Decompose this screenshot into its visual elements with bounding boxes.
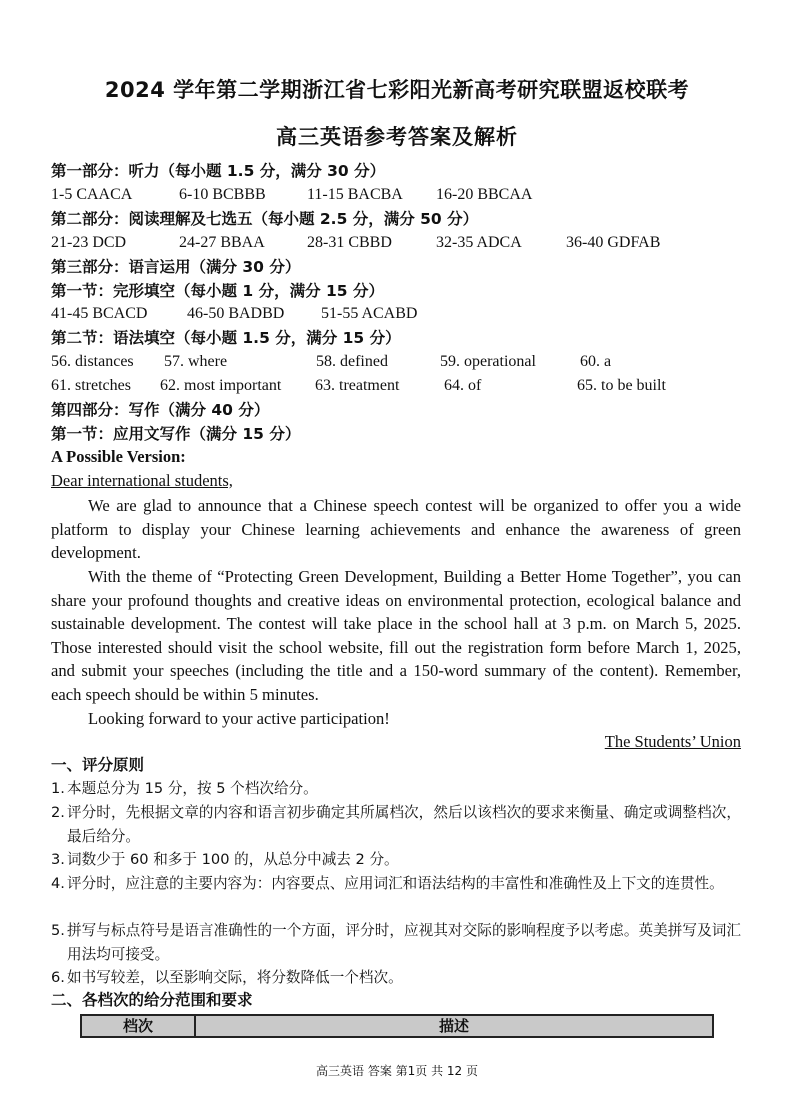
answer-group: 21-23 DCD <box>51 234 127 251</box>
exam-title: 2024 学年第二学期浙江省七彩阳光新高考研究联盟返校联考 <box>104 78 690 102</box>
version-label: A Possible Version: <box>51 447 186 466</box>
writing-heading: 第一节：应用文写作（满分 15 分） <box>51 425 301 443</box>
page-footer: 高三英语 答案 第1页 共 12 页 <box>316 1064 478 1078</box>
scoring-rule-2: 2. 评分时，先根据文章的内容和语言初步确定其所属档次，然后以该档次的要求来衡量、确定或调整档次，最后给分。 <box>51 804 741 845</box>
answer-group: 46-50 BADBD <box>187 305 285 322</box>
letter-paragraph-3: Looking forward to your active participation! <box>88 709 390 728</box>
grammar-answer: 56. distances <box>51 353 134 370</box>
grammar-answer: 60. a <box>580 353 612 370</box>
answer-group: 16-20 BBCAA <box>436 186 533 203</box>
answer-group: 36-40 GDFAB <box>566 234 661 251</box>
answer-group: 11-15 BACBA <box>307 186 403 203</box>
grammar-answer: 58. defined <box>316 353 388 370</box>
grammar-answer: 62. most important <box>160 377 282 394</box>
scoring-rule-1: 1. 本题总分为 15 分，按 5 个档次给分。 <box>51 780 318 797</box>
part2-heading: 第二部分：阅读理解及七选五（每小题 2.5 分，满分 50 分） <box>51 210 479 228</box>
letter-signature: The Students’ Union <box>604 732 741 751</box>
ranges-heading: 二、各档次的给分范围和要求 <box>51 991 253 1009</box>
cloze-heading: 第一节：完形填空（每小题 1 分，满分 15 分） <box>51 282 384 300</box>
table-header-description: 描述 <box>438 1017 469 1035</box>
answer-group: 1-5 CAACA <box>51 186 133 203</box>
letter-paragraph-2: With the theme of “Protecting Green Development, Building a Better Home Together”, you can share your profound thoughts and creative ideas on environmental protection, ecological balance and sustainable development. The contest will take place in the school hall at 3 p.m. on March 5, 2025. Those interested should visit the school website, fill out the registration form before March 1, 2025, and submit your speeches (including the title and a 150-word summary of the content). Remember, each speech should be within 5 minutes. <box>51 567 741 704</box>
grammar-answer: 61. stretches <box>51 377 131 394</box>
part4-heading: 第四部分：写作（满分 40 分） <box>51 401 270 419</box>
letter-salutation: Dear international students, <box>51 471 233 490</box>
answer-group: 41-45 BCACD <box>51 305 148 322</box>
answer-group: 28-31 CBBD <box>307 234 392 251</box>
grading-table-header <box>80 1014 714 1038</box>
part1-heading: 第一部分：听力（每小题 1.5 分，满分 30 分） <box>51 162 386 180</box>
letter-paragraph-1: We are glad to announce that a Chinese speech contest will be organized to offer you a wide platform to display your Chinese learning achievements and enhance the awareness of green development. <box>51 496 741 563</box>
exam-subtitle: 高三英语参考答案及解析 <box>276 125 518 149</box>
answer-group: 24-27 BBAA <box>179 234 265 251</box>
scoring-rule-4: 4. 评分时，应注意的主要内容为：内容要点、应用词汇和语法结构的丰富性和准确性及上下文的连贯性。 <box>51 875 724 892</box>
scoring-rule-5: 5. 拼写与标点符号是语言准确性的一个方面，评分时，应视其对交际的影响程度予以考虑。英美拼写及词汇用法均可接受。 <box>51 922 741 963</box>
grammar-answer: 65. to be built <box>577 377 666 394</box>
grammar-answer: 59. operational <box>440 353 536 370</box>
scoring-rule-6: 6. 如书写较差，以至影响交际，将分数降低一个档次。 <box>51 969 403 986</box>
scoring-heading: 一、评分原则 <box>51 756 145 774</box>
part3-heading: 第三部分：语言运用（满分 30 分） <box>51 258 301 276</box>
answer-group: 51-55 ACABD <box>321 305 418 322</box>
grammar-heading: 第二节：语法填空（每小题 1.5 分，满分 15 分） <box>51 329 401 347</box>
table-header-level: 档次 <box>82 1016 196 1036</box>
grammar-answer: 63. treatment <box>315 377 400 394</box>
grammar-answer: 64. of <box>444 377 482 394</box>
scoring-rule-3: 3. 词数少于 60 和多于 100 的，从总分中减去 2 分。 <box>51 851 399 868</box>
answer-group: 32-35 ADCA <box>436 234 522 251</box>
answer-group: 6-10 BCBBB <box>179 186 266 203</box>
grammar-answer: 57. where <box>164 353 228 370</box>
